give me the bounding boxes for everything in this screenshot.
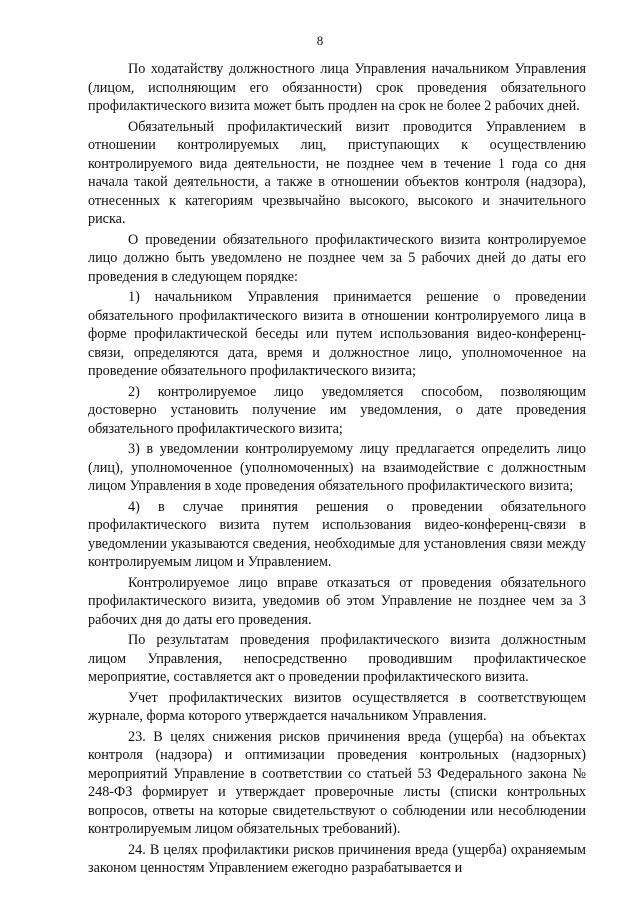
paragraph-visit-act: По результатам проведения профилактического визита должностным лицом Управления, непосредственно проводившим профилактическое мероприятие, составляется акт о проведении профилактического визита. [88,632,586,685]
paragraph-notification-order: О проведении обязательного профилактического визита контролируемое лицо должно быть уведомлено не позднее чем за 5 рабочих дней до даты его проведения в следующем порядке: [88,231,586,285]
paragraph-refusal: Контролируемое лицо вправе отказаться от проведения обязательного профилактического визита, уведомив об этом Управление не позднее чем за 3 рабочих дня до даты его проведения. [88,574,586,628]
paragraph-section-24: 24. В целях профилактики рисков причинения вреда (ущерба) охраняемым законом ценностям Управлением ежегодно разрабатывается и [88,841,586,876]
document-body [88,60,586,880]
paragraph-item-2: 2) контролируемое лицо уведомляется способом, позволяющим достоверно установить получение им уведомления, о дате проведения обязательного профилактического визита; [88,383,586,437]
paragraph-item-4: 4) в случае принятия решения о проведении обязательного профилактического визита путем использования видео-конференц-связи в уведомлении указываются сведения, необходимые для установления связи между контролируемым лицом и Управлением. [88,498,586,570]
paragraph-mandatory-visit-scope: Обязательный профилактический визит проводится Управлением в отношении контролируемых лиц, приступающих к осуществлению контролируемого вида деятельности, не позднее чем в течение 1 года со дня начала такой деятельности, а также в отношении объектов контроля (надзора), отнесенных к категориям чрезвычайно высокого, высокого и значительного риска. [88,118,586,227]
page-number: 8 [316,33,324,48]
paragraph-section-23: 23. В целях снижения рисков причинения вреда (ущерба) на объектах контроля (надзора) и оптимизации проведения контрольных (надзорных) мероприятий Управление в соответствии со статьей 53 Федерального закона № 248-ФЗ формирует и утверждает проверочные листы (списки контрольных вопросов, ответы на которые свидетельствуют о соблюдении или несоблюдении контролируемым лицом обязательных требований). [88,728,586,837]
paragraph-item-1: 1) начальником Управления принимается решение о проведении обязательного профилактического визита в отношении контролируемого лица в форме профилактической беседы или путем использования видео-конференц-связи, определяются дата, время и должностное лицо, уполномоченное на проведение обязательного профилактического визита; [88,289,586,379]
paragraph-item-3: 3) в уведомлении контролируемому лицу предлагается определить лицо (лиц), уполномоченное (уполномоченных) на взаимодействие с должностным лицом Управления в ходе проведения обязательного профилактического визита; [88,441,586,494]
paragraph-visit-journal: Учет профилактических визитов осуществляется в соответствующем журнале, форма которого утверждается начальником Управления. [88,689,586,724]
paragraph-extension-of-visit: По ходатайству должностного лица Управления начальником Управления (лицом, исполняющим его обязанности) срок проведения обязательного профилактического визита может быть продлен на срок не более 2 рабочих дней. [88,61,586,114]
